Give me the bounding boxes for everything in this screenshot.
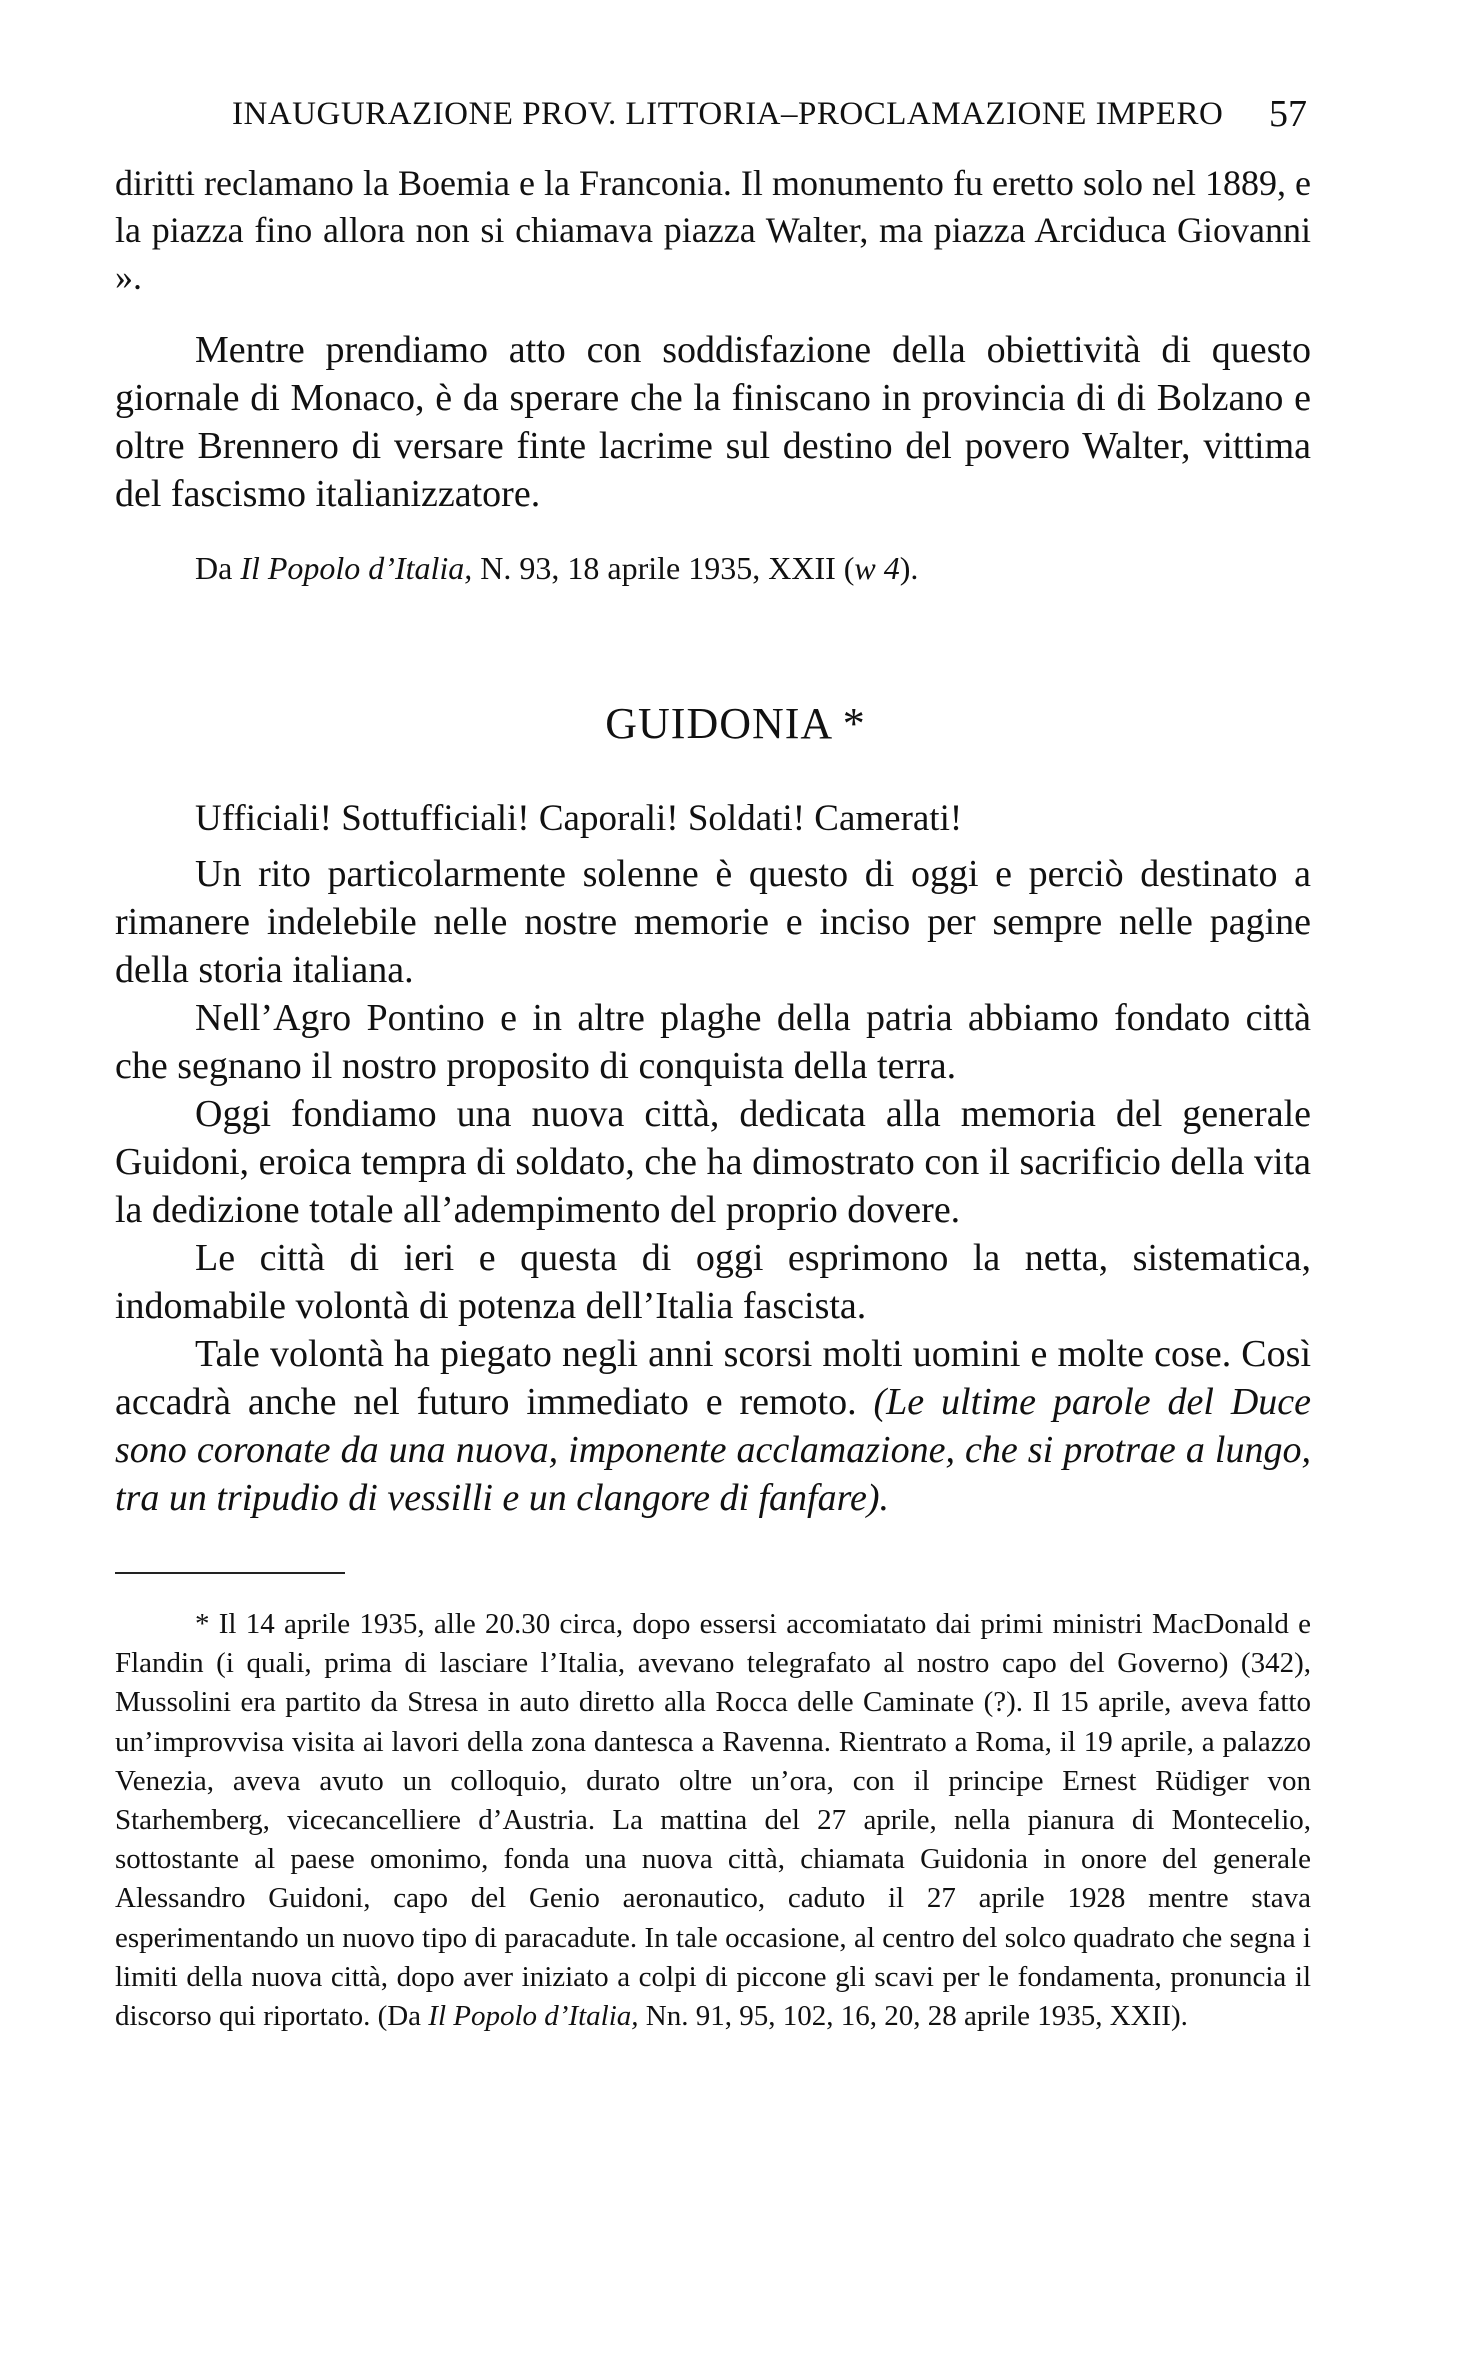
citation-suffix: ). — [899, 550, 919, 586]
speech-body — [115, 850, 1311, 1522]
footnote-source: Il Popolo d’Italia, — [428, 2000, 639, 2033]
page-header — [232, 92, 1307, 142]
speech-paragraph: Nell’Agro Pontino e in altre plaghe della patria abbiamo fondato città che segnano il nostro proposito di conquista della terra. — [115, 997, 1311, 1087]
footnote — [115, 1605, 1311, 2036]
footnote-rule — [115, 1572, 345, 1574]
continuation-paragraph: diritti reclamano la Boemia e la Franconia. Il monumento fu eretto solo nel 1889, e la piazza fino allora non si chiamava piazza Walter, ma piazza Arciduca Giovanni ». — [115, 163, 1311, 297]
speech-paragraph: Un rito particolarmente solenne è questo di oggi e perciò destinato a rimanere indelebile nelle nostre memorie e inciso per sempre nelle pagine della storia italiana. — [115, 853, 1311, 991]
speech-closing-paragraph — [115, 1330, 1311, 1522]
citation-details: N. 93, 18 aprile 1935, XXII ( — [472, 550, 855, 586]
page-number: 57 — [1269, 93, 1307, 135]
speech-closing-text: Tale volontà ha piegato negli anni scorsi molti uomini e molte cose. Così accadrà anche nel futuro immediato e remoto. — [115, 1333, 1311, 1423]
speech-paragraph: Le città di ieri e questa di oggi esprimono la netta, sistematica, indomabile volontà di potenza dell’Italia fascista. — [115, 1237, 1311, 1327]
footnote-text: * Il 14 aprile 1935, alle 20.30 circa, dopo essersi accomiatato dai primi ministri MacDonald e Flandin (i quali, prima di lasciare l’Italia, avevano telegrafato al nostro capo del Governo) (342), Mussolini era partito da Stresa in auto diretto alla Rocca delle Caminate (?). Il 15 aprile, aveva fatto un’improvvisa visita ai lavori della zona dantesca a Ravenna. Rientrato a Roma, il 19 aprile, a palazzo Venezia, aveva avuto un colloquio, durato oltre un’ora, con il principe Ernest Rüdiger von Starhemberg, vicecancelliere d’Austria. La mattina del 27 aprile, nella pianura di Montecelio, sottostante al paese omonimo, fonda una nuova città, chiamata Guidonia in onore del generale Alessandro Guidoni, capo del Genio aeronautico, caduto il 27 aprile 1928 mentre stava esperimentando un nuovo tipo di paracadute. In tale occasione, al centro del solco quadrato che segna i limiti della nuova città, dopo aver iniziato a colpi di piccone gli scavi per le fondamenta, pronuncia il discorso qui riportato. (Da — [115, 1608, 1311, 2033]
running-head: INAUGURAZIONE PROV. LITTORIA–PROCLAMAZIONE IMPERO — [232, 96, 1224, 132]
source-citation — [195, 550, 918, 587]
stage-direction: (Le ultime parole del Duce sono coronate da una nuova, imponente acclamazione, che si protrae a lungo, tra un tripudio di vessilli e un clangore di fanfare). — [115, 1381, 1311, 1519]
citation-source: Il Popolo d’Italia, — [240, 550, 473, 586]
speech-paragraph: Oggi fondiamo una nuova città, dedicata alla memoria del generale Guidoni, eroica tempra di soldato, che ha dimostrato con il sacrificio della vita la dedizione totale all’adempimento del proprio dovere. — [115, 1093, 1311, 1231]
citation-ref: w 4 — [854, 550, 900, 586]
commentary-paragraph: Mentre prendiamo atto con soddisfazione della obiettività di questo giornale di Monaco, è da sperare che la finiscano in provincia di di Bolzano e oltre Brennero di versare finte lacrime sul destino del povero Walter, vittima del fascismo italianizzatore. — [115, 329, 1311, 515]
citation-prefix: Da — [195, 550, 241, 586]
section-title: GUIDONIA * — [605, 699, 866, 748]
footnote-details: Nn. 91, 95, 102, 16, 20, 28 aprile 1935, XXII). — [638, 2000, 1188, 2033]
speech-salutation: Ufficiali! Sottufficiali! Caporali! Soldati! Camerati! — [195, 798, 963, 839]
